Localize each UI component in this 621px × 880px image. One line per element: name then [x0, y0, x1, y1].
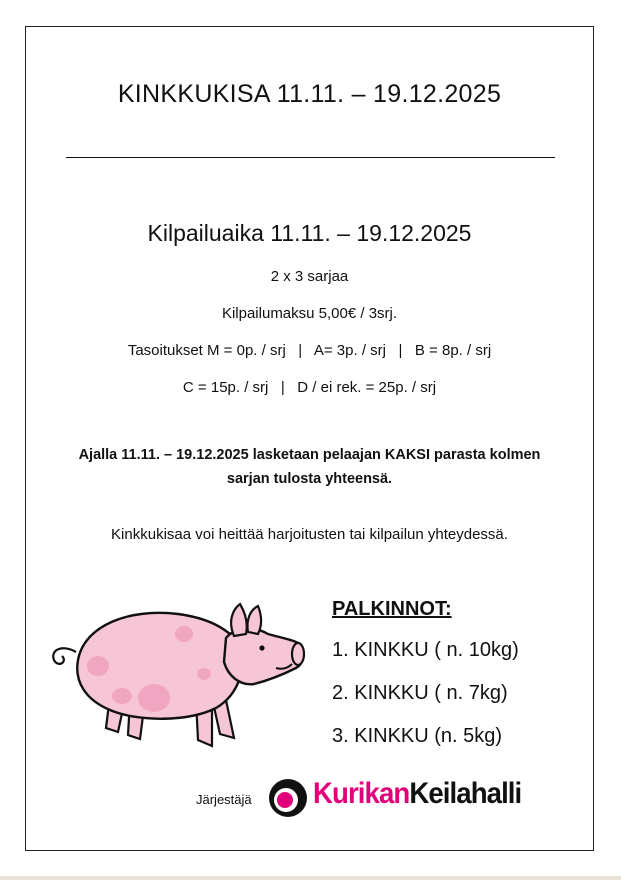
logo-kurikan: Kurikan: [313, 777, 410, 810]
window-bottom-edge: [0, 876, 621, 880]
prize-third: 3. KINKKU (n. 5kg): [332, 725, 503, 747]
pig-illustration: [48, 600, 308, 755]
title-divider: [66, 157, 555, 158]
handicap-line-2: C = 15p. / srj | D / ei rek. = 25p. / srj: [182, 379, 437, 396]
logo-keilahalli: Keilahalli: [409, 777, 522, 810]
prizes-heading: PALKINNOT:: [332, 598, 452, 620]
organizer-label: Järjestäjä: [196, 792, 252, 807]
scoring-rule-line-2: sarjan tulosta yhteensä.: [226, 471, 393, 487]
handicap-line-1: Tasoitukset M = 0p. / srj | A= 3p. / srj | B = 8p. / srj: [127, 342, 492, 359]
scoring-rule-line-1: Ajalla 11.11. – 19.12.2025 lasketaan pelaajan KAKSI parasta kolmen: [78, 447, 541, 463]
entry-fee: Kilpailumaksu 5,00€ / 3srj.: [221, 305, 398, 322]
prize-first: 1. KINKKU ( n. 10kg): [332, 639, 519, 661]
poster-title: KINKKUKISA 11.11. – 19.12.2025: [117, 80, 502, 108]
organizer-logo-text: [313, 777, 521, 811]
bowling-ball-logo-icon: [268, 778, 308, 818]
prize-second: 2. KINKKU ( n. 7kg): [332, 682, 508, 704]
competition-period: Kilpailuaika 11.11. – 19.12.2025: [147, 220, 472, 246]
series-count: 2 x 3 sarjaa: [270, 268, 349, 285]
participation-note: Kinkkukisaa voi heittää harjoitusten tai kilpailun yhteydessä.: [111, 526, 508, 543]
